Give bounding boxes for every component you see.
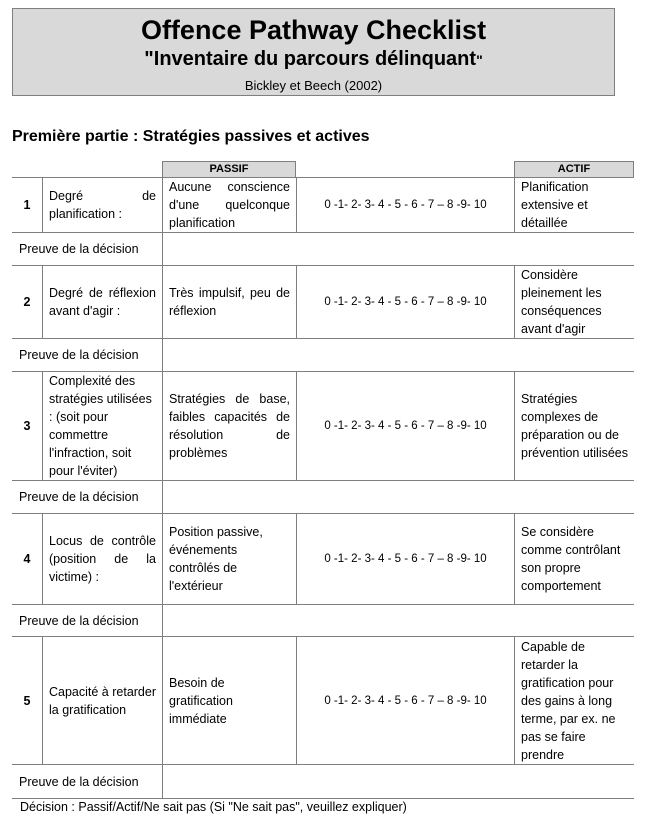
proof-label: Preuve de la décision bbox=[19, 490, 139, 504]
proof-label: Preuve de la décision bbox=[19, 348, 139, 362]
checklist-row bbox=[12, 371, 634, 480]
checklist-row bbox=[12, 265, 634, 338]
item-number: 5 bbox=[23, 693, 31, 708]
document-subtitle: "Inventaire du parcours délinquant" bbox=[144, 48, 483, 70]
actif-description: Capable de retarder la gratification pour des gains à long terme, par ex. ne pas se faire prendre bbox=[514, 637, 634, 764]
proof-row bbox=[12, 604, 634, 636]
proof-row bbox=[12, 764, 634, 798]
title-box bbox=[12, 8, 615, 96]
actif-description: Considère pleinement les conséquences avant d'agir bbox=[514, 266, 634, 338]
item-number: 1 bbox=[23, 198, 31, 212]
item-number: 2 bbox=[23, 295, 31, 309]
passif-description: Stratégies de base, faibles capacités de résolution de problèmes bbox=[162, 372, 296, 480]
proof-label: Preuve de la décision bbox=[19, 613, 139, 628]
rating-scale[interactable]: 0 -1- 2- 3- 4 - 5 - 6 - 7 – 8 -9- 10 bbox=[296, 266, 514, 338]
citation: Bickley et Beech (2002) bbox=[244, 78, 383, 93]
column-header-actif: ACTIF bbox=[514, 161, 634, 178]
rating-scale[interactable]: 0 -1- 2- 3- 4 - 5 - 6 - 7 – 8 -9- 10 bbox=[296, 637, 514, 764]
passif-description: Besoin de gratification immédiate bbox=[162, 637, 296, 764]
proof-answer-field[interactable] bbox=[162, 605, 634, 636]
item-label: Locus de contrôle (position de la victime) : bbox=[42, 514, 162, 604]
passif-description: Aucune conscience d'une quelconque planification bbox=[162, 178, 296, 232]
checklist-row bbox=[12, 636, 634, 764]
item-number: 4 bbox=[23, 552, 31, 566]
proof-label: Preuve de la décision bbox=[19, 774, 139, 789]
proof-row bbox=[12, 338, 634, 371]
column-header-passif: PASSIF bbox=[162, 161, 296, 178]
proof-answer-field[interactable] bbox=[162, 339, 634, 371]
rating-scale[interactable]: 0 -1- 2- 3- 4 - 5 - 6 - 7 – 8 -9- 10 bbox=[296, 514, 514, 604]
actif-description: Planification extensive et détaillée bbox=[514, 178, 634, 232]
item-number: 3 bbox=[23, 419, 31, 433]
item-label: Complexité des stratégies utilisées : (soit pour commettre l'infraction, soit pour l'éviter) bbox=[42, 372, 162, 480]
passif-description: Très impulsif, peu de réflexion bbox=[162, 266, 296, 338]
decision-footer: Décision : Passif/Actif/Ne sait pas (Si "Ne sait pas", veuillez expliquer) bbox=[20, 800, 407, 814]
passif-description: Position passive, événements contrôlés de l'extérieur bbox=[162, 514, 296, 604]
proof-answer-field[interactable] bbox=[162, 233, 634, 265]
proof-answer-field[interactable] bbox=[162, 765, 634, 798]
checklist-row bbox=[12, 513, 634, 604]
proof-answer-field[interactable] bbox=[162, 481, 634, 513]
section-title: Première partie : Stratégies passives et actives bbox=[12, 128, 370, 145]
rating-scale[interactable]: 0 -1- 2- 3- 4 - 5 - 6 - 7 – 8 -9- 10 bbox=[296, 178, 514, 232]
proof-label: Preuve de la décision bbox=[19, 242, 139, 256]
proof-row bbox=[12, 480, 634, 513]
item-label: Degré de planification : bbox=[42, 178, 162, 232]
actif-description: Se considère comme contrôlant son propre comportement bbox=[514, 514, 634, 604]
item-label: Capacité à retarder la gratification bbox=[42, 637, 162, 764]
checklist-row bbox=[12, 177, 634, 232]
table-bottom-border bbox=[12, 798, 634, 799]
actif-description: Stratégies complexes de préparation ou de prévention utilisées bbox=[514, 372, 634, 480]
proof-row bbox=[12, 232, 634, 265]
item-label: Degré de réflexion avant d'agir : bbox=[42, 266, 162, 338]
document-title: Offence Pathway Checklist bbox=[140, 15, 487, 45]
rating-scale[interactable]: 0 -1- 2- 3- 4 - 5 - 6 - 7 – 8 -9- 10 bbox=[296, 372, 514, 480]
